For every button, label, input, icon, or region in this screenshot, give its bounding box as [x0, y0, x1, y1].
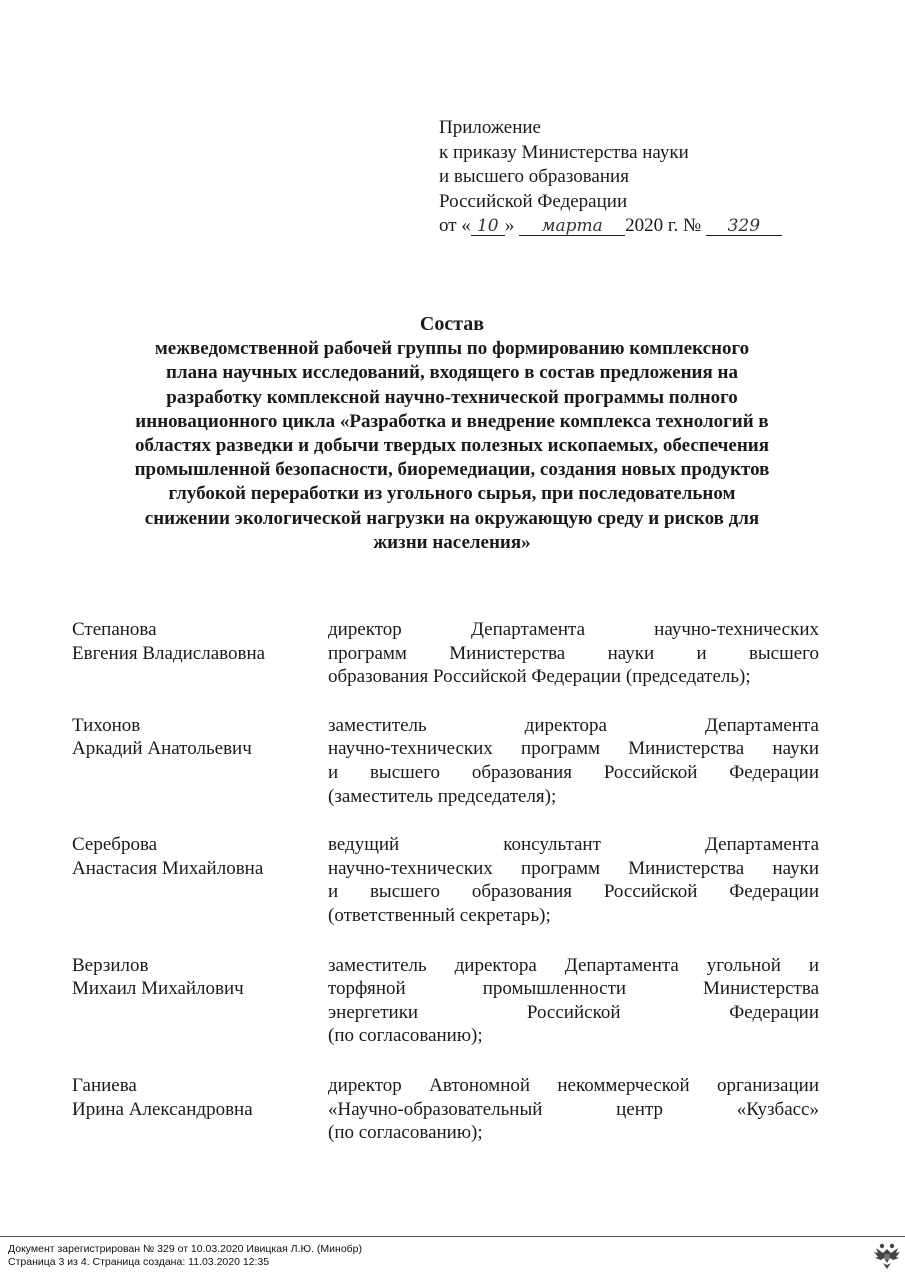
member-role [328, 954, 819, 1048]
heading-line: снижении экологической нагрузки на окружающую среду и рисков для [144, 507, 760, 529]
member-role-line: (по согласованию); [328, 1025, 483, 1047]
member-name [72, 833, 328, 927]
member-entry [72, 714, 819, 808]
member-role-line: директор Департамента научно-технических [328, 619, 819, 640]
member-role-line: и высшего образования Российской Федерации [328, 881, 819, 903]
member-given-name: Евгения Владиславовна [72, 642, 266, 664]
footer-text [8, 1243, 362, 1268]
member-given-name: Михаил Михайлович [72, 978, 244, 1000]
member-given-name: Ирина Александровна [72, 1098, 253, 1120]
heading-line: межведомственной рабочей группы по формированию комплексного [154, 338, 750, 360]
member-role [328, 714, 819, 808]
document-heading [60, 312, 844, 555]
heading-line: областях разведки и добычи твердых полезных ископаемых, обеспечения [135, 435, 769, 457]
member-role-line: образования Российской Федерации (председатель); [328, 666, 751, 688]
member-surname: Степанова [72, 619, 157, 640]
appendix-line: и высшего образования [439, 166, 629, 187]
footer-registration-line: Документ зарегистрирован № 329 от 10.03.2020 Ивицкая Л.Ю. (Минобр) [8, 1243, 363, 1255]
member-role-line: заместитель директора Департамента [328, 714, 819, 736]
member-surname: Ганиева [72, 1074, 137, 1096]
member-role-line: заместитель директора Департамента угольной и [328, 954, 819, 976]
heading-line: инновационного цикла «Разработка и внедрение комплекса технологий в [135, 410, 769, 432]
double-headed-eagle-emblem-icon [872, 1241, 902, 1271]
member-role [328, 618, 819, 689]
member-surname: Тихонов [72, 714, 141, 736]
member-name [72, 1074, 328, 1145]
member-role-line: «Научно-образовательный центр «Кузбасс» [328, 1098, 819, 1120]
year-text: 2020 г. № [625, 215, 702, 236]
registration-footer [0, 1236, 905, 1268]
appendix-line: Приложение [439, 117, 541, 138]
member-role [328, 833, 819, 927]
member-entry [72, 833, 819, 927]
handwritten-month: марта [519, 217, 625, 236]
handwritten-order-number: 329 [706, 217, 782, 236]
handwritten-day: 10 [471, 217, 505, 236]
member-role-line: научно-технических программ Министерства науки [328, 738, 819, 760]
member-entry [72, 618, 819, 689]
footer-page-line: Страница 3 из 4. Страница создана: 11.03.2020 12:35 [8, 1255, 270, 1268]
heading-line: жизни населения» [373, 531, 531, 553]
member-role-line: ведущий консультант Департамента [328, 834, 819, 856]
member-role-line: торфяной промышленности Министерства [328, 978, 819, 1000]
member-role-line: директор Автономной некоммерческой организации [328, 1074, 819, 1096]
date-quote-close: » [504, 215, 515, 236]
member-given-name: Анастасия Михайловна [72, 857, 264, 879]
appendix-block [439, 116, 782, 239]
member-surname: Верзилов [72, 954, 149, 976]
member-role-line: (по согласованию); [328, 1122, 483, 1144]
member-role-line: и высшего образования Российской Федерации [328, 761, 819, 783]
member-name [72, 954, 328, 1048]
member-entry [72, 954, 819, 1048]
heading-line: промышленной безопасности, биоремедиации, создания новых продуктов [134, 459, 770, 481]
member-role-line: энергетики Российской Федерации [328, 1001, 819, 1023]
heading-title: Состав [419, 313, 485, 335]
member-surname: Сереброва [72, 834, 158, 856]
order-date-line [439, 214, 782, 239]
heading-line: плана научных исследований, входящего в состав предложения на [166, 362, 738, 384]
member-name [72, 618, 328, 689]
heading-line: разработку комплексной научно-технической программы полного [166, 386, 738, 408]
member-given-name: Аркадий Анатольевич [72, 738, 252, 760]
members-list [72, 618, 819, 1145]
member-role-line: (заместитель председателя); [328, 785, 557, 807]
member-name [72, 714, 328, 808]
member-entry [72, 1074, 819, 1145]
member-role [328, 1074, 819, 1145]
date-prefix: от « [439, 215, 471, 236]
appendix-line: к приказу Министерства науки [439, 141, 689, 163]
member-role-line: научно-технических программ Министерства науки [328, 857, 819, 879]
appendix-line: Российской Федерации [439, 190, 628, 212]
member-role-line: программ Министерства науки и высшего [328, 642, 819, 664]
member-role-line: (ответственный секретарь); [328, 904, 551, 926]
heading-line: глубокой переработки из угольного сырья, при последовательном [168, 483, 736, 505]
